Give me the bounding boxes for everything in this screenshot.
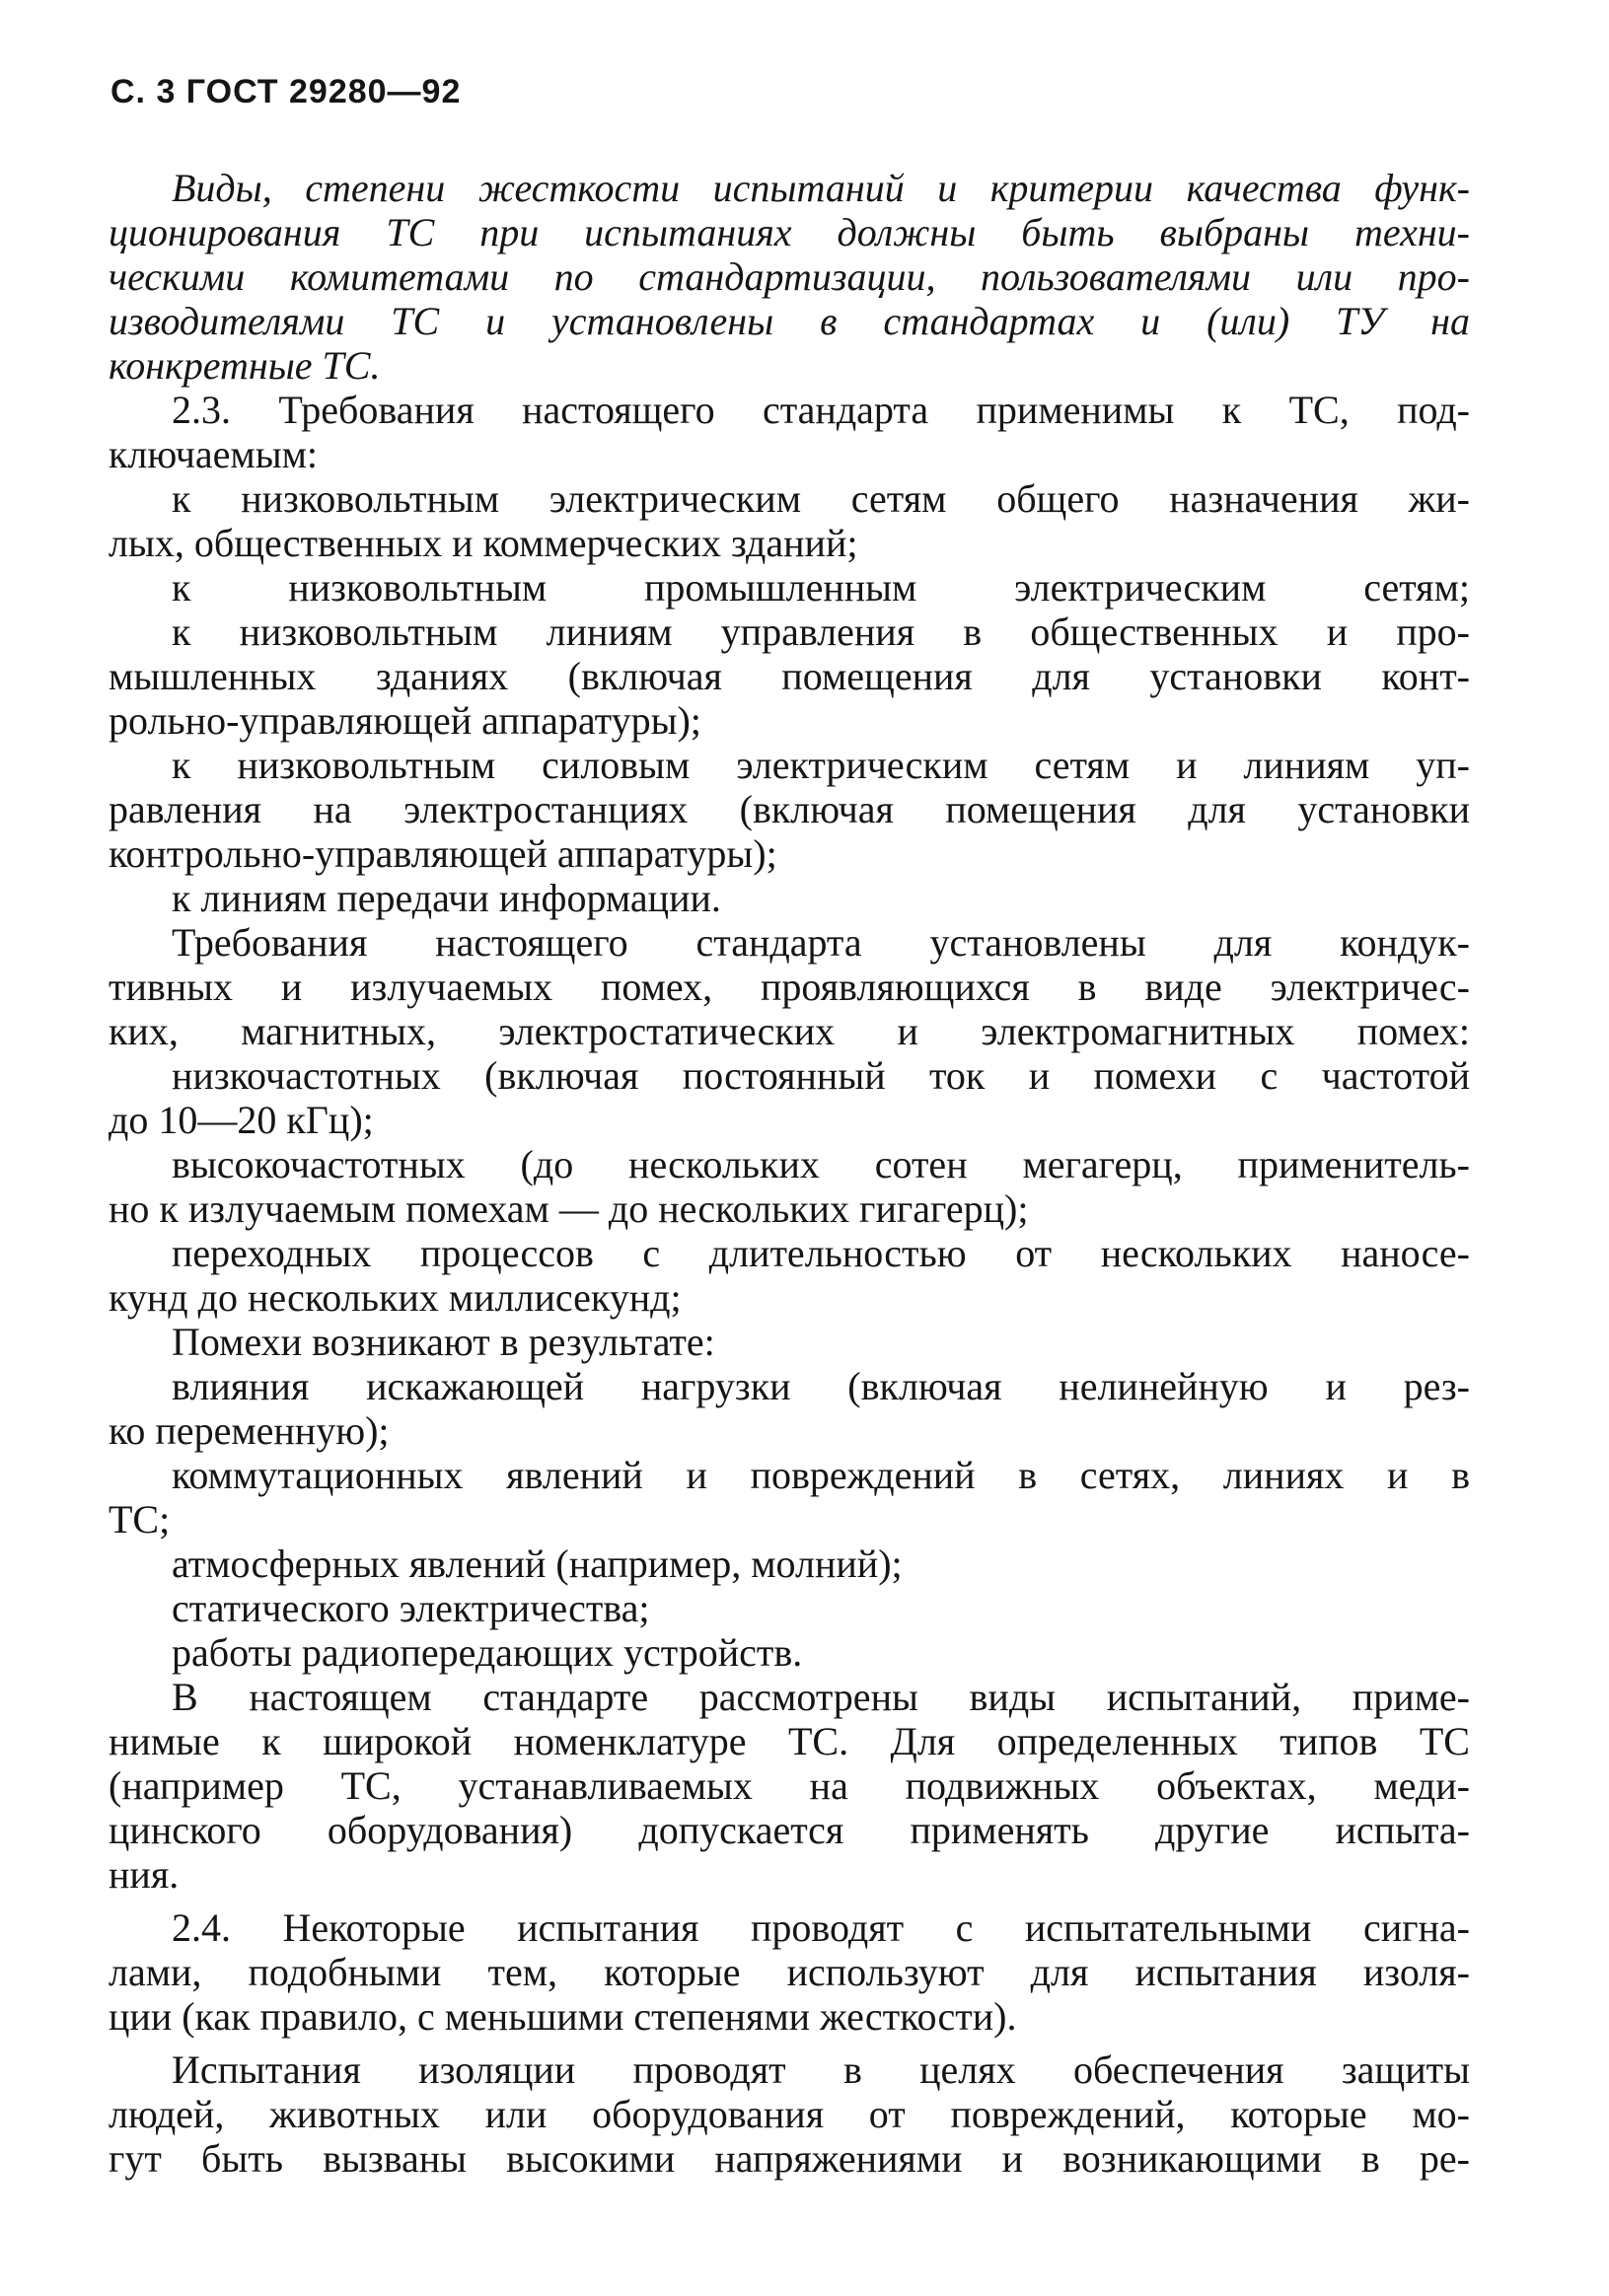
- text-line: лых, общественных и коммерческих зданий;: [109, 521, 858, 565]
- text-line: ключаемым:: [109, 432, 318, 476]
- text-line: Испытания изоляции проводят в целях обеспечения защиты: [172, 2047, 1470, 2092]
- text-line: изводителями ТС и установлены в стандартах и (или) ТУ на: [109, 299, 1470, 343]
- paragraph: [109, 1320, 1470, 1364]
- text-line: людей, животных или оборудования от повреждений, которые мо-: [109, 2092, 1470, 2136]
- paragraph: [109, 1586, 1470, 1630]
- paragraph: [109, 610, 1470, 743]
- paragraph: [109, 2047, 1470, 2181]
- paragraph: [109, 743, 1470, 876]
- text-line: (например ТС, устанавливаемых на подвижных объектах, меди-: [109, 1763, 1470, 1808]
- text-line: тивных и излучаемых помех, проявляющихся в виде электричес-: [109, 965, 1470, 1009]
- document-body: [109, 166, 1470, 2189]
- text-line: гут быть вызваны высокими напряжениями и возникающими в ре-: [109, 2136, 1470, 2181]
- text-line: переходных процессов с длительностью от нескольких наносе-: [172, 1231, 1470, 1275]
- page-header: С. 3 ГОСТ 29280—92: [110, 73, 462, 110]
- text-line: ции (как правило, с меньшими степенями жесткости).: [109, 1994, 1017, 2039]
- paragraph: [109, 1142, 1470, 1231]
- paragraph: [109, 1630, 1470, 1675]
- paragraph: [109, 476, 1470, 565]
- text-line: к линиям передачи информации.: [172, 876, 721, 920]
- text-line: Виды, степени жесткости испытаний и критерии качества функ-: [172, 166, 1470, 210]
- text-line: конкретные ТС.: [109, 343, 381, 388]
- paragraph: [109, 1453, 1470, 1542]
- text-line: высокочастотных (до нескольких сотен мегагерц, применитель-: [172, 1142, 1470, 1186]
- text-line: к низковольтным линиям управления в общественных и про-: [172, 610, 1470, 654]
- text-line: к низковольтным электрическим сетям общего назначения жи-: [172, 476, 1470, 521]
- text-line: Требования настоящего стандарта установлены для кондук-: [172, 920, 1470, 965]
- text-line: В настоящем стандарте рассмотрены виды испытаний, приме-: [172, 1675, 1470, 1719]
- paragraph: [109, 1905, 1470, 2039]
- paragraph: [109, 565, 1470, 610]
- text-line: ко переменную);: [109, 1408, 390, 1453]
- text-line: рольно-управляющей аппаратуры);: [109, 698, 701, 743]
- text-line: к низковольтным силовым электрическим сетям и линиям уп-: [172, 743, 1470, 787]
- text-line: ких, магнитных, электростатических и электромагнитных помех:: [109, 1009, 1470, 1053]
- text-line: атмосферных явлений (например, молний);: [172, 1542, 903, 1586]
- text-line: 2.3. Требования настоящего стандарта применимы к ТС, под-: [172, 388, 1470, 432]
- paragraph: [109, 388, 1470, 476]
- text-line: равления на электростанциях (включая помещения для установки: [109, 787, 1470, 831]
- text-line: ческими комитетами по стандартизации, пользователями или про-: [109, 254, 1470, 299]
- text-line: мышленных зданиях (включая помещения для установки конт-: [109, 654, 1470, 698]
- text-line: ния.: [109, 1852, 180, 1897]
- text-line: Помехи возникают в результате:: [172, 1320, 715, 1364]
- text-line: ТС;: [109, 1497, 171, 1542]
- text-line: лами, подобными тем, которые используют для испытания изоля-: [109, 1950, 1470, 1994]
- paragraph: [109, 1053, 1470, 1142]
- text-line: к низковольтным промышленным электрическим сетям;: [172, 565, 1470, 610]
- paragraph: [109, 1231, 1470, 1320]
- text-line: цинского оборудования) допускается применять другие испыта-: [109, 1808, 1470, 1852]
- paragraph: [109, 920, 1470, 1053]
- text-line: статического электричества;: [172, 1586, 650, 1630]
- text-line: но к излучаемым помехам — до нескольких гигагерц);: [109, 1186, 1029, 1231]
- text-line: до 10—20 кГц);: [109, 1098, 374, 1142]
- text-line: контрольно-управляющей аппаратуры);: [109, 831, 777, 876]
- paragraph: [109, 166, 1470, 388]
- paragraph: [109, 876, 1470, 920]
- paragraph: [109, 1364, 1470, 1453]
- paragraph: [109, 1542, 1470, 1586]
- text-line: 2.4. Некоторые испытания проводят с испытательными сигна-: [172, 1905, 1470, 1950]
- text-line: влияния искажающей нагрузки (включая нелинейную и рез-: [172, 1364, 1470, 1408]
- text-line: кунд до нескольких миллисекунд;: [109, 1275, 682, 1320]
- text-line: нимые к широкой номенклатуре ТС. Для определенных типов ТС: [109, 1719, 1470, 1763]
- text-line: низкочастотных (включая постоянный ток и помехи с частотой: [172, 1053, 1470, 1098]
- text-line: работы радиопередающих устройств.: [172, 1630, 803, 1675]
- paragraph: [109, 1675, 1470, 1897]
- text-line: коммутационных явлений и повреждений в сетях, линиях и в: [172, 1453, 1470, 1497]
- text-line: ционирования ТС при испытаниях должны быть выбраны техни-: [109, 210, 1470, 254]
